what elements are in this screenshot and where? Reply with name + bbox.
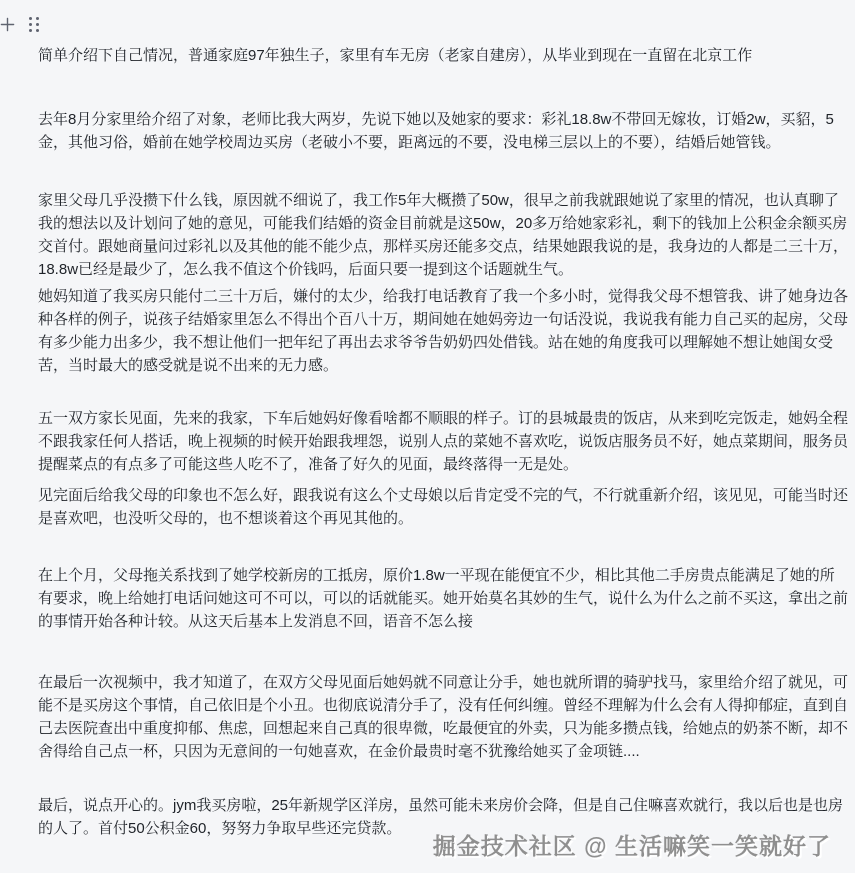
text-block[interactable]: 见完面后给我父母的印象也不怎么好，跟我说有这么个丈母娘以后肯定受不完的气，不行就重新介绍，该见见，可能当时还是喜欢吧，也没听父母的，也不想谈着这个再见其他的。: [38, 487, 849, 527]
add-block-icon[interactable]: [0, 16, 16, 34]
text-block[interactable]: 去年8月分家里给介绍了对象，老师比我大两岁，先说下她以及她家的要求：彩礼18.8w不带回无嫁妆，订婚2w，买貂，5金，其他习俗，婚前在她学校周边买房（老破小不要，距离远的不要，没电梯三层以上的不要），结婚后她管钱。: [38, 111, 834, 151]
text-block[interactable]: 在上个月，父母拖关系找到了她学校新房的工抵房，原价1.8w一平现在能便宜不少，相比其他二手房贵点能满足了她的所有要求，晚上给她打电话问她这可不可以，可以的话就能买。她开始莫名其妙的生气，说什么为什么之前不买这，拿出之前的事情开始各种计较。从这天后基本上发消息不回，语音不怎么接: [38, 567, 849, 630]
text-block[interactable]: 她妈知道了我买房只能付二三十万后，嫌付的太少，给我打电话教育了我一个多小时，觉得我父母不想管我、讲了她身边各种各样的例子，说孩子结婚家里怎么不得出个百八十万，期间她在她妈旁边一句话没说，我说我有能力自己买的起房，父母有多少能力出多少，我不想让他们一把年纪了再出去求爷爷告奶奶四处借钱。站在她的角度我可以理解她不想让她闺女受苦，当时最大的感受就是说不出来的无力感。: [38, 288, 849, 374]
text-block[interactable]: 家里父母几乎没攒下什么钱，原因就不细说了，我工作5年大概攒了50w，很早之前我就跟她说了家里的情况，也认真聊了我的想法以及计划问了她的意见，可能我们结婚的资金目前就是这50w，20多万给她家彩礼，剩下的钱加上公积金余额买房交首付。跟她商量问过彩礼以及其他的能不能少点，那样买房还能多交点，结果她跟我说的是，我身边的人都是二三十万，18.8w已经是最少了，怎么我不值这个价钱吗，后面只要一提到这个话题就生气。: [38, 192, 849, 278]
text-block[interactable]: 在最后一次视频中，我才知道了，在双方父母见面后她妈就不同意让分手，她也就所谓的骑驴找马，家里给介绍了就见，可能不是买房这个事情，自己依旧是个小丑。也彻底说清分手了，没有任何纠缠。曾经不理解为什么会有人得抑郁症，直到自己去医院查出中重度抑郁、焦虑，回想起来自己真的很卑微，吃最便宜的外卖，只为能多攒点钱，给她点的奶茶不断，却不舍得给自己点一杯，只因为无意间的一句她喜欢，在金价最贵时毫不犹豫给她买了金项链....: [38, 674, 849, 760]
block-controls: [0, 15, 41, 34]
text-block[interactable]: 五一双方家长见面，先来的我家，下车后她妈好像看啥都不顺眼的样子。订的县城最贵的饭店，从来到吃完饭走，她妈全程不跟我家任何人搭话，晚上视频的时候开始跟我埋怨，说别人点的菜她不喜欢吃，说饭店服务员不好，她点菜期间，服务员提醒菜点的有点多了可能这些人吃不了，准备了好久的见面，最终落得一无是处。: [38, 410, 849, 473]
drag-handle-icon[interactable]: [27, 15, 41, 34]
watermark: 掘金技术社区 @ 生活嘛笑一笑就好了: [432, 833, 831, 859]
text-block[interactable]: 最后，说点开心的。jym我买房啦，25年新规学区洋房，虽然可能未来房价会降，但是自己住嘛喜欢就行，我以后也是也房的人了。首付50公积金60，努努力争取早些还完贷款。: [38, 797, 844, 837]
text-block[interactable]: 简单介绍下自己情况，普通家庭97年独生子，家里有车无房（老家自建房），从毕业到现在一直留在北京工作: [38, 47, 753, 64]
